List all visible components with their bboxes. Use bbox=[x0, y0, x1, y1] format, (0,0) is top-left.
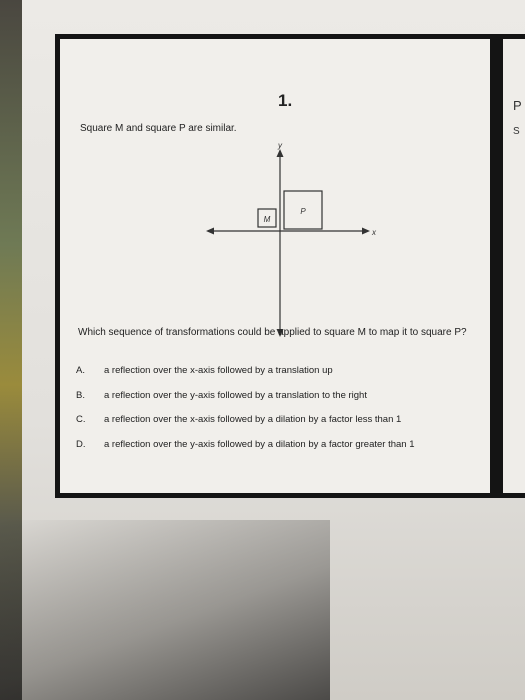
choice-d[interactable] bbox=[76, 439, 415, 450]
choice-a[interactable] bbox=[76, 365, 333, 376]
next-card-peek-mid: S bbox=[513, 126, 520, 137]
square-m-label: M bbox=[263, 215, 271, 224]
question-prompt: Which sequence of transformations could be applied to square M to map it to square P? bbox=[78, 327, 467, 338]
background-surface bbox=[0, 0, 22, 700]
x-axis-label: x bbox=[372, 228, 376, 237]
choice-d-letter: D. bbox=[76, 439, 86, 450]
x-axis-right-arrow bbox=[362, 228, 370, 235]
square-p-label: P bbox=[300, 207, 306, 216]
choice-c-text: a reflection over the x-axis followed by a dilation by a factor less than 1 bbox=[104, 414, 402, 425]
choice-b-text: a reflection over the y-axis followed by a translation to the right bbox=[104, 390, 367, 401]
y-axis-label: y bbox=[278, 141, 282, 150]
choice-c-letter: C. bbox=[76, 414, 86, 425]
next-card-peek-top: P bbox=[513, 98, 522, 113]
choice-b-letter: B. bbox=[76, 390, 85, 401]
question-card bbox=[55, 34, 495, 498]
choice-d-text: a reflection over the y-axis followed by a dilation by a factor greater than 1 bbox=[104, 439, 415, 450]
choice-b[interactable] bbox=[76, 390, 367, 401]
x-axis-left-arrow bbox=[206, 228, 214, 235]
choice-c[interactable] bbox=[76, 414, 401, 425]
y-axis-top-arrow bbox=[277, 149, 284, 157]
coordinate-graph bbox=[200, 139, 380, 344]
question-intro: Square M and square P are similar. bbox=[80, 123, 237, 134]
question-number: 1. bbox=[278, 91, 293, 110]
choice-a-letter: A. bbox=[76, 365, 85, 376]
choice-a-text: a reflection over the x-axis followed by a translation up bbox=[104, 365, 333, 376]
